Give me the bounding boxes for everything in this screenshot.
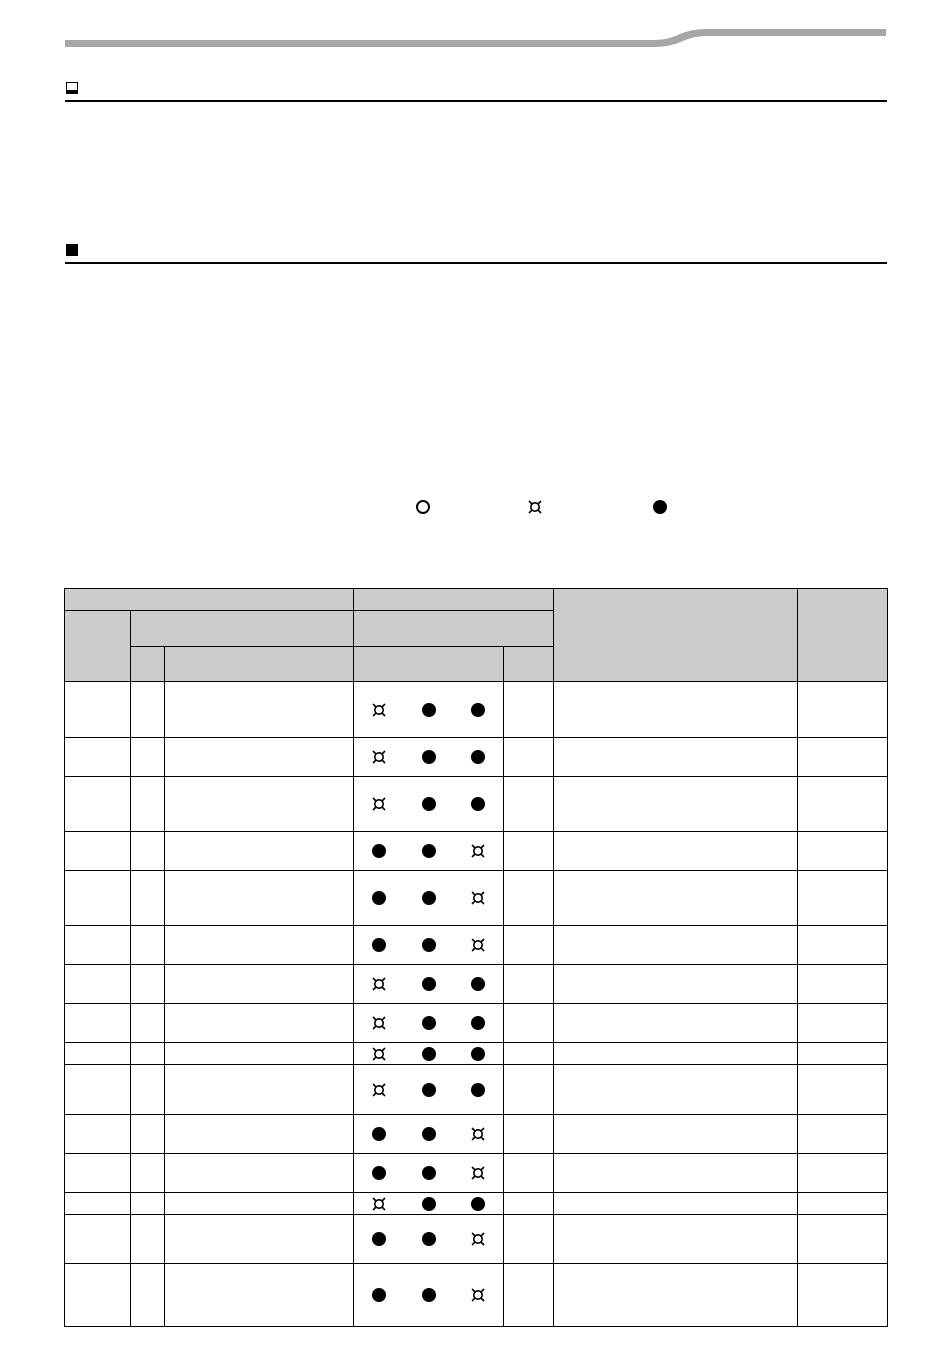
row-sub-name	[165, 1154, 354, 1193]
row-lamp-2	[404, 1154, 454, 1193]
row-lamp-3	[454, 1065, 504, 1115]
header-lamp3	[454, 647, 504, 682]
row-sub-name	[165, 926, 354, 965]
row-lamp-2	[404, 1264, 454, 1327]
row-lamp-1	[354, 1004, 404, 1043]
row-lamp-4	[504, 1193, 554, 1215]
row-lamp-3	[454, 832, 504, 871]
row-remarks	[798, 871, 888, 926]
row-remarks	[798, 1115, 888, 1154]
led-blink-icon	[372, 797, 386, 811]
header-code	[65, 611, 131, 682]
row-description	[554, 871, 798, 926]
led-blink-icon	[471, 1166, 485, 1180]
row-sub-name	[165, 682, 354, 738]
row-sub-no	[131, 926, 165, 965]
led-blink-icon	[471, 1232, 485, 1246]
led-blink-icon	[372, 1016, 386, 1030]
led-on-icon	[372, 938, 386, 952]
led-blink-icon	[372, 1047, 386, 1061]
row-lamp-4	[504, 926, 554, 965]
led-on-icon	[422, 1166, 436, 1180]
row-sub-name	[165, 1004, 354, 1043]
lamp-status-table	[64, 588, 888, 1327]
row-description	[554, 926, 798, 965]
row-lamp-2	[404, 871, 454, 926]
led-on-icon	[471, 703, 485, 717]
row-lamp-3	[454, 777, 504, 832]
row-sub-name	[165, 1043, 354, 1065]
table-row	[65, 965, 888, 1004]
row-lamp-3	[454, 1193, 504, 1215]
row-lamp-1	[354, 832, 404, 871]
row-sub-name	[165, 1193, 354, 1215]
row-description	[554, 832, 798, 871]
led-on-icon	[471, 1016, 485, 1030]
row-lamp-4	[504, 965, 554, 1004]
row-lamp-3	[454, 738, 504, 777]
row-remarks	[798, 1154, 888, 1193]
row-lamp-3	[454, 1115, 504, 1154]
header-sub-name	[165, 647, 354, 682]
row-description	[554, 965, 798, 1004]
table-row	[65, 1154, 888, 1193]
led-on-icon	[422, 797, 436, 811]
header-subgroup	[131, 611, 354, 647]
row-lamp-1	[354, 738, 404, 777]
row-lamp-4	[504, 1043, 554, 1065]
row-sub-name	[165, 738, 354, 777]
row-code	[65, 1065, 131, 1115]
row-lamp-3	[454, 1264, 504, 1327]
row-sub-name	[165, 1115, 354, 1154]
table-row	[65, 1004, 888, 1043]
row-lamp-3	[454, 965, 504, 1004]
led-blink-icon	[372, 1197, 386, 1211]
row-sub-name	[165, 1215, 354, 1264]
led-on-icon	[471, 977, 485, 991]
row-sub-name	[165, 965, 354, 1004]
row-lamp-3	[454, 1215, 504, 1264]
row-lamp-1	[354, 777, 404, 832]
row-description	[554, 1215, 798, 1264]
led-on-icon	[422, 977, 436, 991]
table-row	[65, 832, 888, 871]
led-blink-icon	[372, 703, 386, 717]
row-description	[554, 1115, 798, 1154]
row-lamp-2	[404, 1193, 454, 1215]
led-on-icon	[471, 1197, 485, 1211]
led-on-icon	[471, 797, 485, 811]
row-lamp-2	[404, 1215, 454, 1264]
led-on-icon	[422, 1016, 436, 1030]
row-lamp-1	[354, 1154, 404, 1193]
led-on-icon	[422, 703, 436, 717]
row-code	[65, 1193, 131, 1215]
row-lamp-4	[504, 777, 554, 832]
row-lamp-2	[404, 832, 454, 871]
row-lamp-3	[454, 1043, 504, 1065]
header-lamp1	[354, 647, 404, 682]
header-sub-no	[131, 647, 165, 682]
row-sub-no	[131, 738, 165, 777]
row-remarks	[798, 738, 888, 777]
led-on-icon	[471, 1047, 485, 1061]
row-description	[554, 1065, 798, 1115]
row-lamp-1	[354, 1065, 404, 1115]
row-lamp-1	[354, 1043, 404, 1065]
led-on-icon	[422, 891, 436, 905]
header-lamp2	[404, 647, 454, 682]
row-lamp-4	[504, 1065, 554, 1115]
led-on-icon	[422, 750, 436, 764]
table-row	[65, 1193, 888, 1215]
led-on-icon	[422, 844, 436, 858]
led-on-icon	[653, 500, 667, 514]
row-lamp-4	[504, 1215, 554, 1264]
row-code	[65, 832, 131, 871]
led-on-icon	[422, 1197, 436, 1211]
table-row	[65, 682, 888, 738]
led-blink-icon	[471, 844, 485, 858]
row-sub-name	[165, 871, 354, 926]
row-lamp-3	[454, 1004, 504, 1043]
row-lamp-4	[504, 1115, 554, 1154]
led-on-icon	[422, 938, 436, 952]
header-decorative-bar	[0, 0, 950, 60]
row-lamp-4	[504, 682, 554, 738]
row-lamp-1	[354, 1115, 404, 1154]
table-row	[65, 1215, 888, 1264]
row-sub-no	[131, 871, 165, 926]
row-lamp-2	[404, 1115, 454, 1154]
table-row	[65, 1115, 888, 1154]
row-sub-no	[131, 1115, 165, 1154]
row-sub-no	[131, 832, 165, 871]
led-blink-icon	[372, 750, 386, 764]
row-lamp-2	[404, 682, 454, 738]
led-blink-icon	[471, 891, 485, 905]
row-code	[65, 1264, 131, 1327]
led-legend	[0, 500, 950, 520]
row-remarks	[798, 1004, 888, 1043]
section-marker-icon	[66, 244, 78, 256]
row-remarks	[798, 1043, 888, 1065]
row-remarks	[798, 682, 888, 738]
led-on-icon	[471, 750, 485, 764]
row-sub-no	[131, 1154, 165, 1193]
row-sub-no	[131, 682, 165, 738]
table-row	[65, 738, 888, 777]
table-body	[65, 682, 888, 1327]
header-lamp4	[504, 647, 554, 682]
row-remarks	[798, 1264, 888, 1327]
row-sub-name	[165, 777, 354, 832]
row-description	[554, 682, 798, 738]
header-group1	[65, 589, 354, 611]
row-sub-name	[165, 1264, 354, 1327]
row-sub-no	[131, 1004, 165, 1043]
row-remarks	[798, 1215, 888, 1264]
led-on-icon	[422, 1083, 436, 1097]
row-lamp-3	[454, 871, 504, 926]
row-description	[554, 1264, 798, 1327]
led-on-icon	[422, 1047, 436, 1061]
row-sub-name	[165, 1065, 354, 1115]
table-row	[65, 871, 888, 926]
table-row	[65, 926, 888, 965]
row-code	[65, 1115, 131, 1154]
row-sub-no	[131, 1215, 165, 1264]
row-lamp-2	[404, 1004, 454, 1043]
row-lamp-1	[354, 682, 404, 738]
row-sub-name	[165, 832, 354, 871]
row-lamp-2	[404, 926, 454, 965]
led-blink-icon	[372, 977, 386, 991]
row-lamp-4	[504, 832, 554, 871]
row-lamp-2	[404, 1065, 454, 1115]
row-lamp-3	[454, 926, 504, 965]
led-on-icon	[372, 1127, 386, 1141]
row-code	[65, 926, 131, 965]
row-code	[65, 1154, 131, 1193]
row-remarks	[798, 926, 888, 965]
row-code	[65, 871, 131, 926]
row-lamp-4	[504, 871, 554, 926]
row-lamp-1	[354, 871, 404, 926]
row-lamp-3	[454, 1154, 504, 1193]
row-description	[554, 1154, 798, 1193]
row-description	[554, 1004, 798, 1043]
row-lamp-1	[354, 1215, 404, 1264]
row-description	[554, 1043, 798, 1065]
row-description	[554, 777, 798, 832]
table-row	[65, 1043, 888, 1065]
row-code	[65, 682, 131, 738]
table-row	[65, 777, 888, 832]
legend-item-blink	[528, 500, 548, 514]
section-heading-1	[65, 82, 887, 102]
row-sub-no	[131, 1043, 165, 1065]
row-code	[65, 965, 131, 1004]
row-remarks	[798, 965, 888, 1004]
led-blink-icon	[471, 1127, 485, 1141]
row-lamp-2	[404, 738, 454, 777]
row-lamp-4	[504, 1264, 554, 1327]
row-lamp-1	[354, 965, 404, 1004]
row-lamp-1	[354, 1193, 404, 1215]
section-heading-2	[65, 244, 887, 264]
row-code	[65, 738, 131, 777]
row-lamp-1	[354, 1264, 404, 1327]
led-on-icon	[372, 891, 386, 905]
row-remarks	[798, 832, 888, 871]
row-sub-no	[131, 965, 165, 1004]
led-on-icon	[372, 1288, 386, 1302]
led-on-icon	[422, 1232, 436, 1246]
led-off-icon	[416, 500, 430, 514]
led-on-icon	[372, 844, 386, 858]
row-sub-no	[131, 1264, 165, 1327]
row-lamp-2	[404, 777, 454, 832]
row-code	[65, 1043, 131, 1065]
row-remarks	[798, 1065, 888, 1115]
led-blink-icon	[528, 500, 542, 514]
row-remarks	[798, 777, 888, 832]
row-code	[65, 777, 131, 832]
row-code	[65, 1004, 131, 1043]
row-lamp-2	[404, 1043, 454, 1065]
header-lamp-group	[354, 611, 554, 647]
led-blink-icon	[372, 1083, 386, 1097]
row-sub-no	[131, 1065, 165, 1115]
row-lamp-1	[354, 926, 404, 965]
section-marker-icon	[66, 82, 78, 94]
row-lamp-4	[504, 1004, 554, 1043]
row-description	[554, 1193, 798, 1215]
led-on-icon	[422, 1127, 436, 1141]
table-row	[65, 1264, 888, 1327]
led-blink-icon	[471, 1288, 485, 1302]
led-on-icon	[372, 1166, 386, 1180]
row-lamp-3	[454, 682, 504, 738]
header-group2	[354, 589, 554, 611]
row-lamp-2	[404, 965, 454, 1004]
legend-item-on	[653, 500, 673, 514]
header-description	[554, 589, 798, 682]
row-remarks	[798, 1193, 888, 1215]
legend-item-off	[416, 500, 436, 514]
table-row	[65, 1065, 888, 1115]
led-on-icon	[471, 1083, 485, 1097]
led-blink-icon	[471, 938, 485, 952]
row-sub-no	[131, 777, 165, 832]
row-description	[554, 738, 798, 777]
row-lamp-4	[504, 1154, 554, 1193]
led-on-icon	[372, 1232, 386, 1246]
row-code	[65, 1215, 131, 1264]
row-lamp-4	[504, 738, 554, 777]
led-on-icon	[422, 1288, 436, 1302]
row-sub-no	[131, 1193, 165, 1215]
header-remarks	[798, 589, 888, 682]
